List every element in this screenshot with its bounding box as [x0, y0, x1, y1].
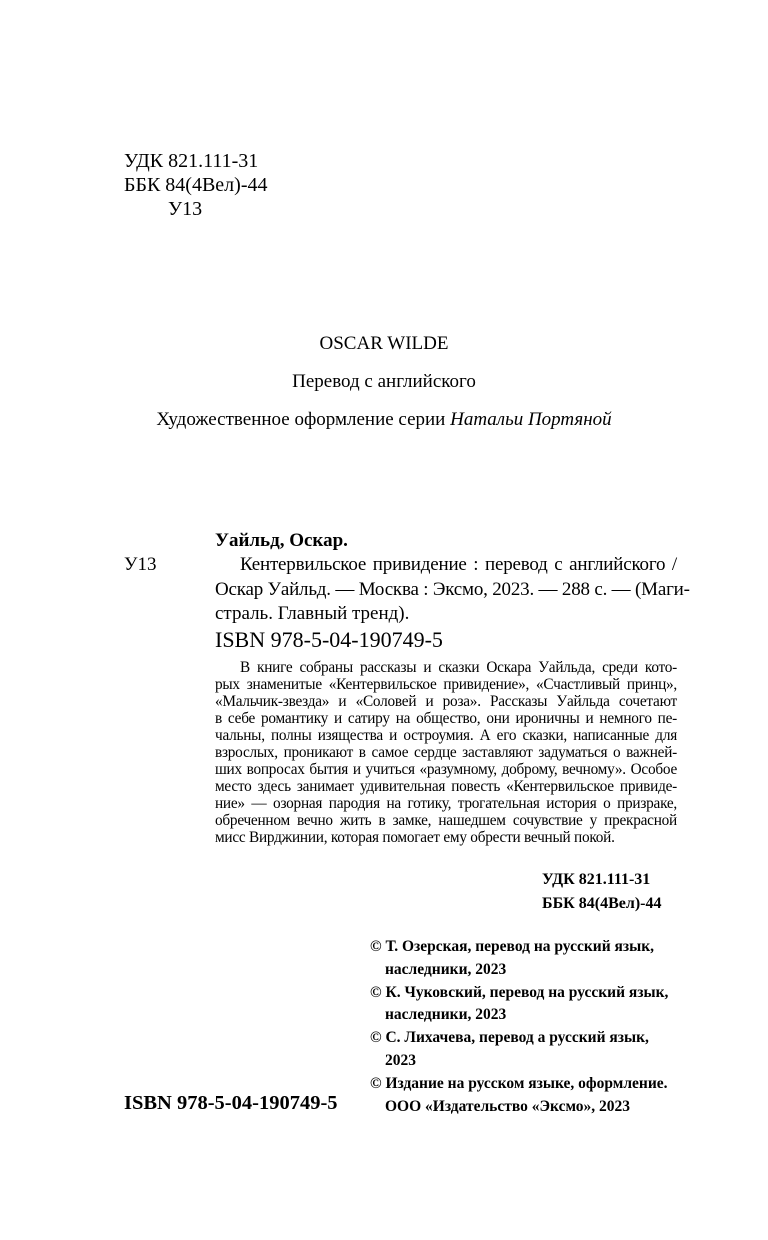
catalog-description-line: Оскар Уайльд. — Москва : Эксмо, 2023. — 288 с. — (Маги- — [215, 579, 690, 600]
original-author: OSCAR WILDE — [319, 333, 449, 354]
catalog-isbn: ISBN 978-5-04-190749-5 — [215, 627, 443, 652]
annotation-line: обреченном вечно жить в замке, нашедшем сочувствие у прекрасной — [215, 812, 677, 829]
copyright-line: 2023 — [385, 1051, 416, 1069]
copyright-line: наследники, 2023 — [385, 960, 507, 978]
catalog-description-line: страль. Главный тренд). — [215, 603, 410, 624]
translation-note: Перевод с английского — [292, 371, 476, 392]
copyright-line: ООО «Издательство «Эксмо», 2023 — [385, 1097, 631, 1115]
annotation-line: в себе романтику и сатиру на общество, они ироничны и немного пе- — [215, 710, 677, 727]
copyright-line: © К. Чуковский, перевод на русский язык, — [370, 983, 669, 1001]
annotation-line: ших вопросах бытия и учиться «разумному, доброму, вечному». Особое — [215, 761, 677, 778]
design-credit — [0, 410, 768, 429]
annotation-line: рых знаменитые «Кентервильское привидение», «Счастливый принц», — [215, 676, 677, 693]
copyright-line: наследники, 2023 — [385, 1006, 507, 1024]
catalog-author-sign: У13 — [124, 554, 157, 575]
catalog-udk: УДК 821.111-31 — [542, 871, 651, 888]
annotation-line: взрослых, проникают в самое сердце заставляют задуматься о важней- — [215, 744, 677, 761]
annotation-line: «Мальчик-звезда» и «Соловей и роза». Рассказы Уайльда сочетают — [215, 693, 677, 710]
bottom-isbn: ISBN 978-5-04-190749-5 — [124, 1092, 338, 1114]
annotation — [215, 659, 677, 846]
copyright-line: © Издание на русском языке, оформление. — [370, 1074, 668, 1092]
annotation-line: В книге собраны рассказы и сказки Оскара Уайльда, среди кото- — [240, 659, 677, 676]
top-bbk: ББК 84(4Вел)-44 — [124, 174, 268, 196]
catalog-bbk: ББК 84(4Вел)-44 — [542, 895, 662, 912]
design-prefix: Художественное оформление серии — [156, 409, 446, 430]
copyright-block — [370, 936, 668, 1118]
catalog-description-line: Кентервильское привидение : перевод с английского / — [240, 554, 677, 575]
copyright-line: © С. Лихачева, перевод а русский язык, — [370, 1029, 649, 1047]
annotation-line: место здесь занимает удивительная повесть «Кентервильское привиде- — [215, 778, 677, 795]
top-udk: УДК 821.111-31 — [124, 150, 259, 172]
catalog-author-heading: Уайльд, Оскар. — [215, 530, 348, 551]
design-name: Натальи Портяной — [450, 409, 612, 430]
copyright-line: © Т. Озерская, перевод на русский язык, — [370, 938, 655, 955]
top-author-sign: У13 — [168, 198, 203, 220]
annotation-line: чальны, полны изящества и остроумия. А его сказки, написанные для — [215, 727, 677, 744]
annotation-line: мисс Вирджинии, которая помогает ему обрести вечный покой. — [215, 829, 615, 846]
annotation-line: ние» — озорная пародия на готику, трогательная история о призраке, — [215, 795, 677, 812]
